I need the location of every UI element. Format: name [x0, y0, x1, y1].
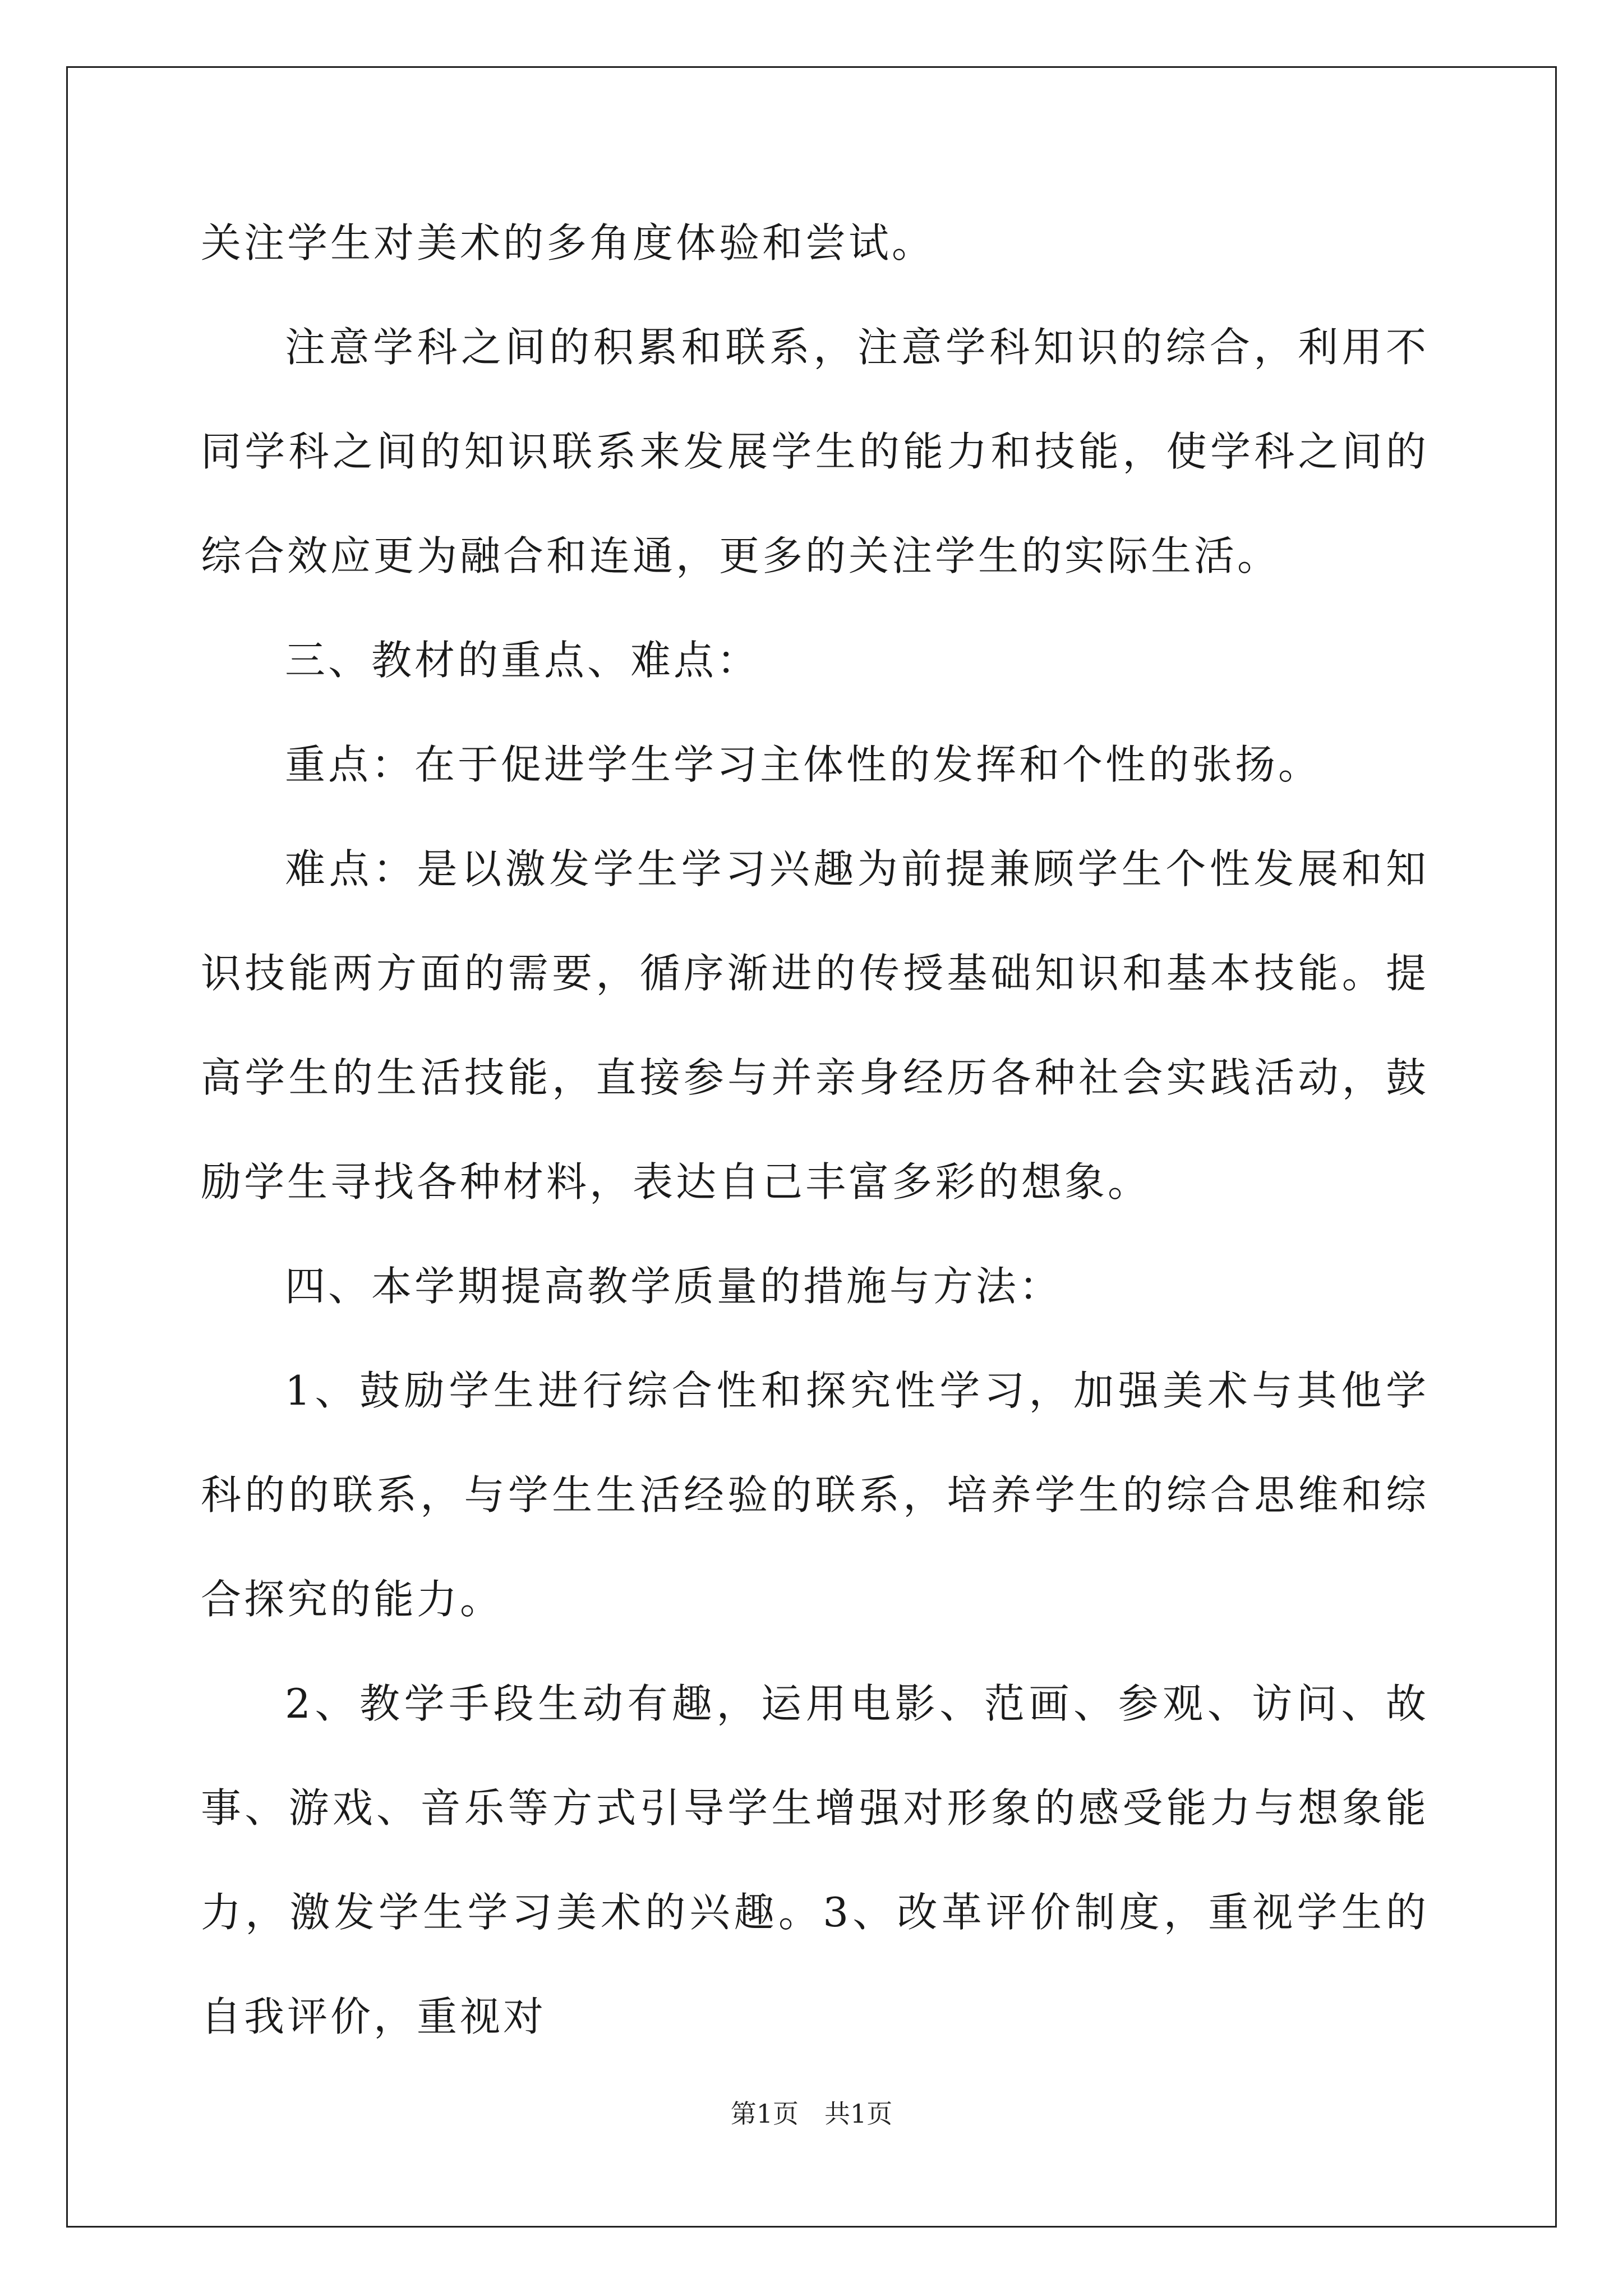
page-total: 共1页 [824, 2099, 893, 2129]
section-heading-key-points: 三、教材的重点、难点： [285, 637, 760, 684]
page-footer [0, 2097, 1623, 2131]
page-number: 第1页 [730, 2099, 799, 2129]
paragraph-measure-2: 2、教学手段生动有趣，运用电影、范画、参观、访问、故事、游戏、音乐等方式引导学生增强对形象的感受能力与想象能力，激发学生学习美术的兴趣。3、改革评价制度，重视学生的自我评价，重视对 [201, 1680, 1429, 2040]
paragraph-key-point: 重点：在于促进学生学习主体性的发挥和个性的张扬。 [285, 741, 1322, 788]
document-body [201, 191, 1429, 2069]
paragraph-continuation: 关注学生对美术的多角度体验和尝试。 [201, 219, 935, 266]
paragraph-difficulty: 难点：是以激发学生学习兴趣为前提兼顾学生个性发展和知识技能两方面的需要，循序渐进的传授基础知识和基本技能。提高学生的生活技能，直接参与并亲身经历各种社会实践活动，鼓励学生寻找各种材料，表达自己丰富多彩的想象。 [201, 845, 1429, 1205]
section-heading-measures: 四、本学期提高教学质量的措施与方法： [285, 1263, 1063, 1310]
paragraph-measure-1: 1、鼓励学生进行综合性和探究性学习，加强美术与其他学科的的联系，与学生生活经验的联系，培养学生的综合思维和综合探究的能力。 [201, 1367, 1429, 1623]
paragraph-interdisciplinary: 注意学科之间的积累和联系，注意学科知识的综合，利用不同学科之间的知识联系来发展学生的能力和技能，使学科之间的综合效应更为融合和连通，更多的关注学生的实际生活。 [201, 324, 1429, 579]
